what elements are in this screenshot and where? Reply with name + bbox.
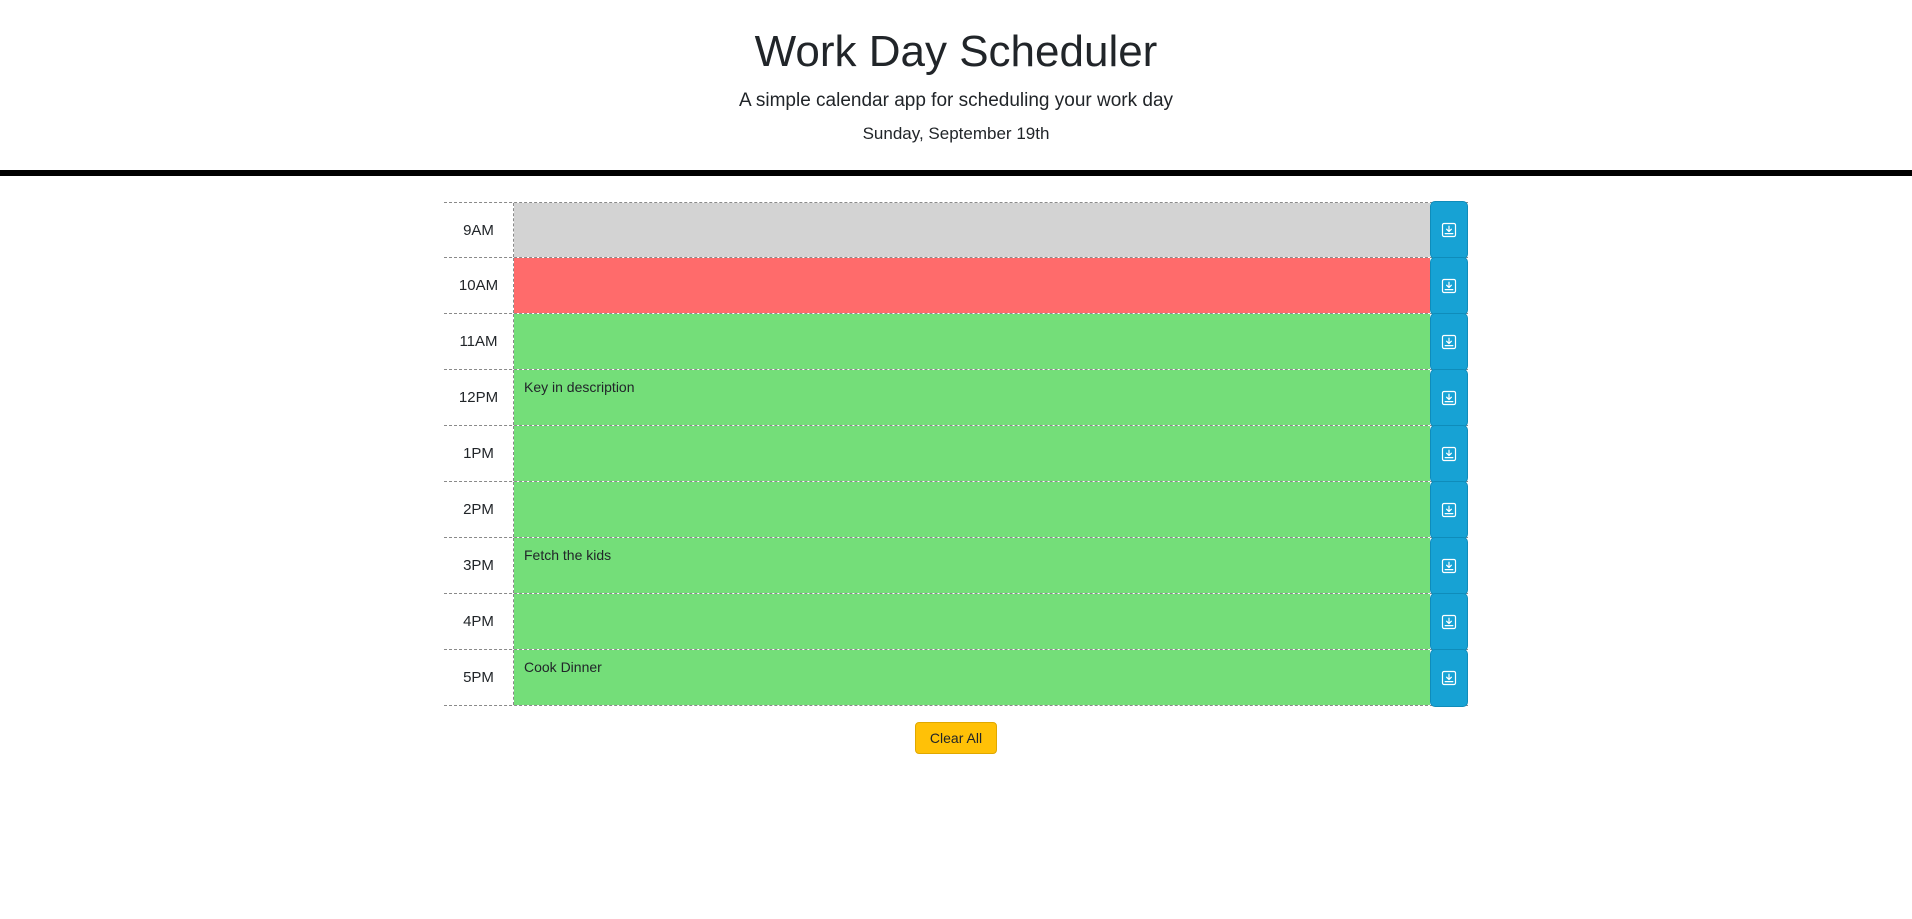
description-input[interactable] xyxy=(514,538,1430,593)
save-icon xyxy=(1441,670,1457,686)
hour-label: 9AM xyxy=(444,203,514,257)
save-button[interactable] xyxy=(1430,593,1468,651)
save-button[interactable] xyxy=(1430,481,1468,539)
save-icon xyxy=(1441,502,1457,518)
time-block xyxy=(444,594,1468,650)
save-button[interactable] xyxy=(1430,649,1468,707)
description-input[interactable] xyxy=(514,370,1430,425)
description-input[interactable] xyxy=(514,314,1430,369)
description-input[interactable] xyxy=(514,594,1430,649)
save-button[interactable] xyxy=(1430,369,1468,427)
hour-label: 2PM xyxy=(444,482,514,537)
save-icon xyxy=(1441,390,1457,406)
hour-label: 11AM xyxy=(444,314,514,369)
clear-all-button[interactable]: Clear All xyxy=(915,722,997,754)
time-block xyxy=(444,258,1468,314)
hour-label: 5PM xyxy=(444,650,514,705)
description-input[interactable] xyxy=(514,482,1430,537)
schedule-list xyxy=(444,202,1468,706)
current-day: Sunday, September 19th xyxy=(862,124,1050,144)
save-button[interactable] xyxy=(1430,537,1468,595)
hour-label: 12PM xyxy=(444,370,514,425)
time-block xyxy=(444,202,1468,258)
time-block xyxy=(444,314,1468,370)
clear-all-wrapper xyxy=(444,706,1468,754)
save-icon xyxy=(1441,446,1457,462)
save-icon xyxy=(1441,278,1457,294)
save-icon xyxy=(1441,614,1457,630)
save-icon xyxy=(1441,334,1457,350)
hour-label: 1PM xyxy=(444,426,514,481)
save-button[interactable] xyxy=(1430,425,1468,483)
hour-label: 3PM xyxy=(444,538,514,593)
save-button[interactable] xyxy=(1430,201,1468,259)
description-input[interactable] xyxy=(514,258,1430,313)
save-icon xyxy=(1441,558,1457,574)
save-icon xyxy=(1441,222,1457,238)
time-block xyxy=(444,482,1468,538)
description-input[interactable] xyxy=(514,203,1430,257)
description-input[interactable] xyxy=(514,426,1430,481)
hour-label: 4PM xyxy=(444,594,514,649)
page-subtitle: A simple calendar app for scheduling your work day xyxy=(738,90,1174,112)
page-header xyxy=(0,0,1912,170)
hour-label: 10AM xyxy=(444,258,514,313)
page-title: Work Day Scheduler xyxy=(754,27,1158,76)
scheduler-container xyxy=(444,176,1468,754)
time-block xyxy=(444,426,1468,482)
description-input[interactable] xyxy=(514,650,1430,705)
time-block xyxy=(444,650,1468,706)
save-button[interactable] xyxy=(1430,313,1468,371)
save-button[interactable] xyxy=(1430,257,1468,315)
time-block xyxy=(444,370,1468,426)
time-block xyxy=(444,538,1468,594)
